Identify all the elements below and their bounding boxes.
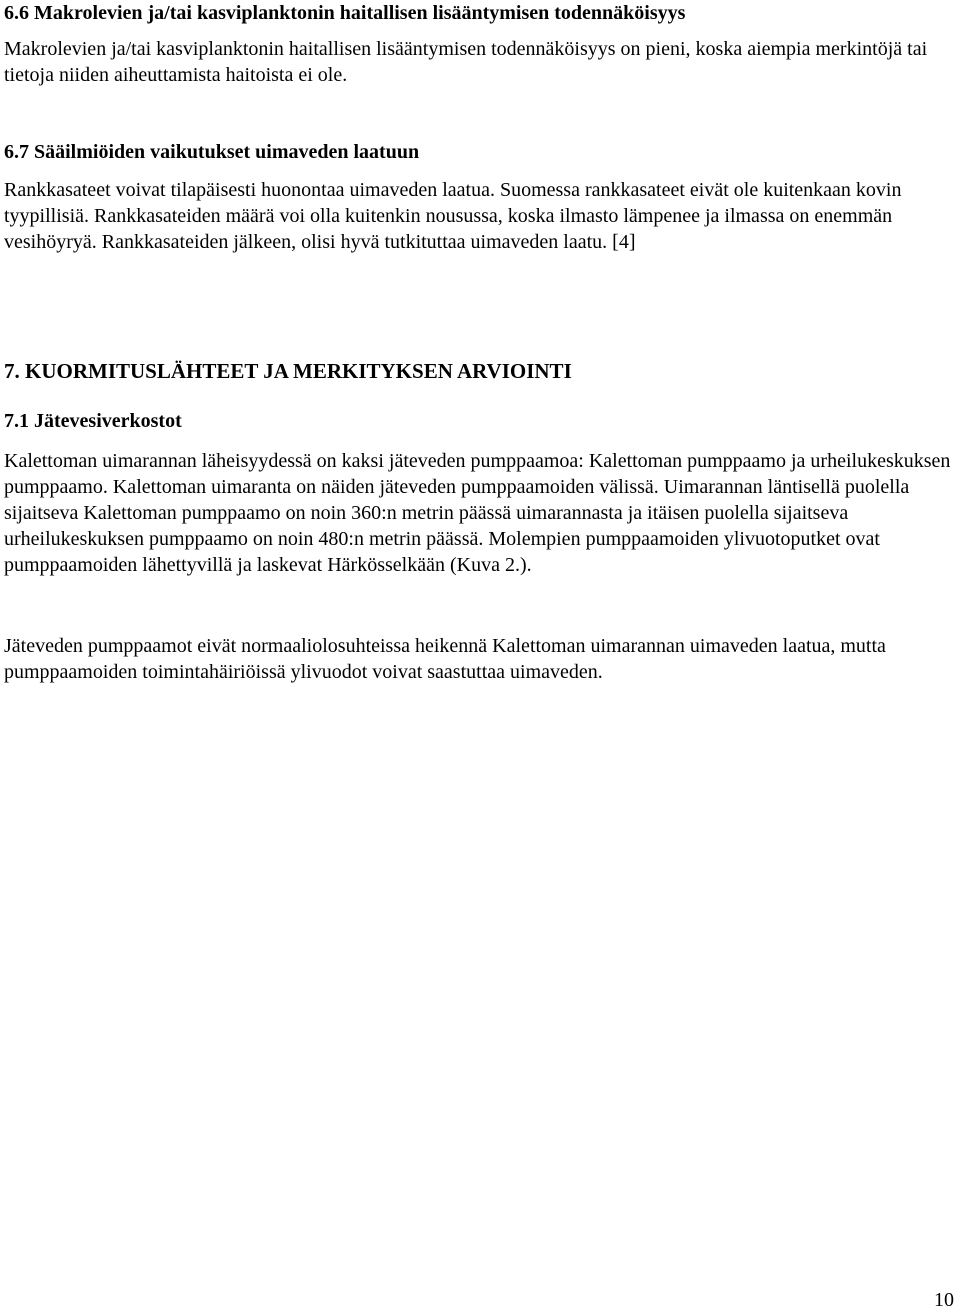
section-6-7-paragraph: Rankkasateet voivat tilapäisesti huonontaa uimaveden laatua. Suomessa rankkasateet eivät ole kuitenkaan kovin tyypillisiä. Rankkasateiden määrä voi olla kuitenkin nousussa, koska ilmasto lämpenee ja ilmassa on enemmän vesihöyryä. Rankkasateiden jälkeen, olisi hyvä tutkituttaa uimaveden laatu. [4] bbox=[4, 179, 902, 253]
section-7-1-paragraph-2: Jäteveden pumppaamot eivät normaaliolosuhteissa heikennä Kalettoman uimarannan uimaveden laatua, mutta pumppaamoiden toimintahäiriöissä ylivuodot voivat saastuttaa uimaveden. bbox=[4, 635, 886, 683]
page-number: 10 bbox=[934, 1289, 954, 1311]
section-7-1-heading: 7.1 Jätevesiverkostot bbox=[4, 410, 182, 432]
section-7-1-paragraph-1: Kalettoman uimarannan läheisyydessä on kaksi jäteveden pumppaamoa: Kalettoman pumppaamo ja urheilukeskuksen pumppaamo. Kalettoman uimaranta on näiden jäteveden pumppaamoiden välissä. Uimarannan läntisellä puolella sijaitseva Kalettoman pumppaamo on noin 360:n metrin päässä uimarannasta ja itäisen puolella sijaitseva urheilukeskuksen pumppaamo on noin 480:n metrin päässä. Molempien pumppaamoiden ylivuotoputket ovat pumppaamoiden lähettyvillä ja laskevat Härkösselkään (Kuva 2.). bbox=[4, 450, 951, 576]
chapter-7-heading: 7. KUORMITUSLÄHTEET JA MERKITYKSEN ARVIOINTI bbox=[4, 359, 572, 383]
section-6-6-heading: 6.6 Makrolevien ja/tai kasviplanktonin haitallisen lisääntymisen todennäköisyys bbox=[4, 2, 686, 24]
section-6-7-heading: 6.7 Sääilmiöiden vaikutukset uimaveden laatuun bbox=[4, 141, 420, 163]
section-6-6-paragraph: Makrolevien ja/tai kasviplanktonin haitallisen lisääntymisen todennäköisyys on pieni, koska aiempia merkintöjä tai tietoja niiden aiheuttamista haitoista ei ole. bbox=[4, 38, 928, 86]
